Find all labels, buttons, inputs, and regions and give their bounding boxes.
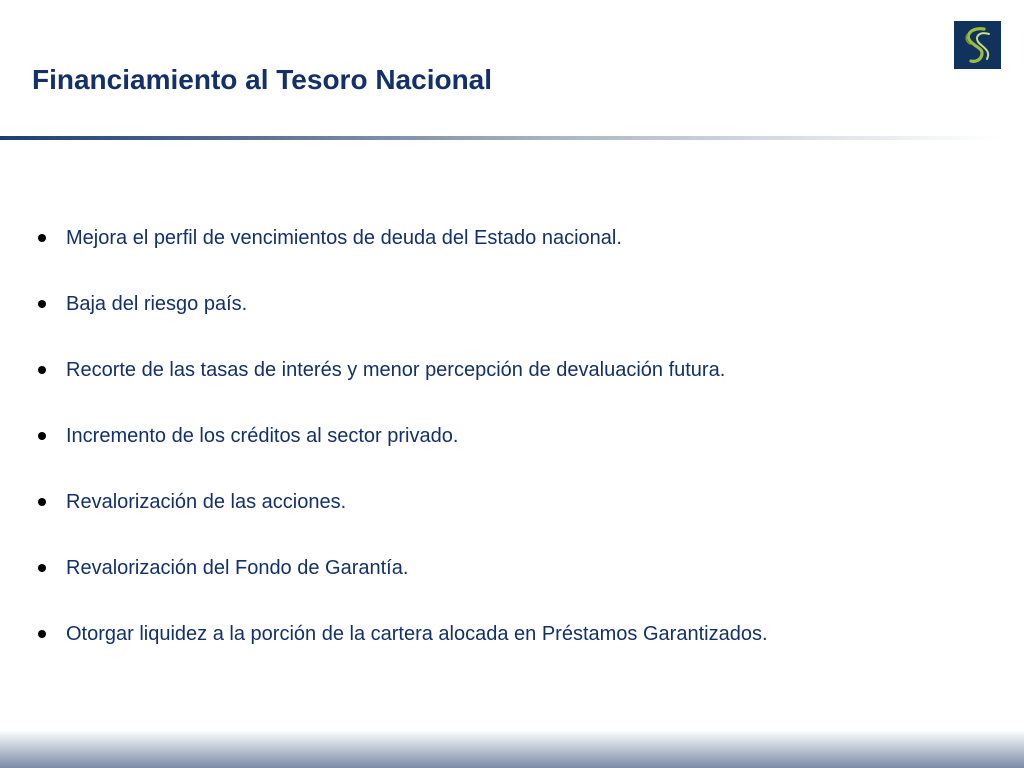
title-divider <box>0 136 1000 140</box>
bullet-item <box>38 223 768 289</box>
bullet-text: Recorte de las tasas de interés y menor percepción de devaluación futura. <box>66 359 726 381</box>
slide-title: Financiamiento al Tesoro Nacional <box>32 64 493 95</box>
bullet-item <box>38 421 768 487</box>
bullet-text: Otorgar liquidez a la porción de la cartera alocada en Préstamos Garantizados. <box>66 623 768 645</box>
footer-band <box>0 730 1024 768</box>
bullet-dot-icon <box>38 498 46 506</box>
bullet-text: Baja del riesgo país. <box>66 293 248 315</box>
bullet-text: Revalorización del Fondo de Garantía. <box>66 557 409 579</box>
bullet-dot-icon <box>38 432 46 440</box>
bullet-text: Mejora el perfil de vencimientos de deuda del Estado nacional. <box>66 227 622 249</box>
bullet-text: Incremento de los créditos al sector privado. <box>66 425 459 447</box>
bullet-item <box>38 553 768 619</box>
bullet-item <box>38 619 768 685</box>
bullet-list <box>38 223 768 685</box>
logo <box>954 21 1001 69</box>
bullet-dot-icon <box>38 300 46 308</box>
bullet-dot-icon <box>38 234 46 242</box>
bullet-item <box>38 487 768 553</box>
bullet-dot-icon <box>38 564 46 572</box>
bullet-dot-icon <box>38 630 46 638</box>
bullet-item <box>38 289 768 355</box>
bullet-dot-icon <box>38 366 46 374</box>
stylized-s-logo-icon <box>954 21 1001 69</box>
bullet-item <box>38 355 768 421</box>
bullet-text: Revalorización de las acciones. <box>66 491 347 513</box>
